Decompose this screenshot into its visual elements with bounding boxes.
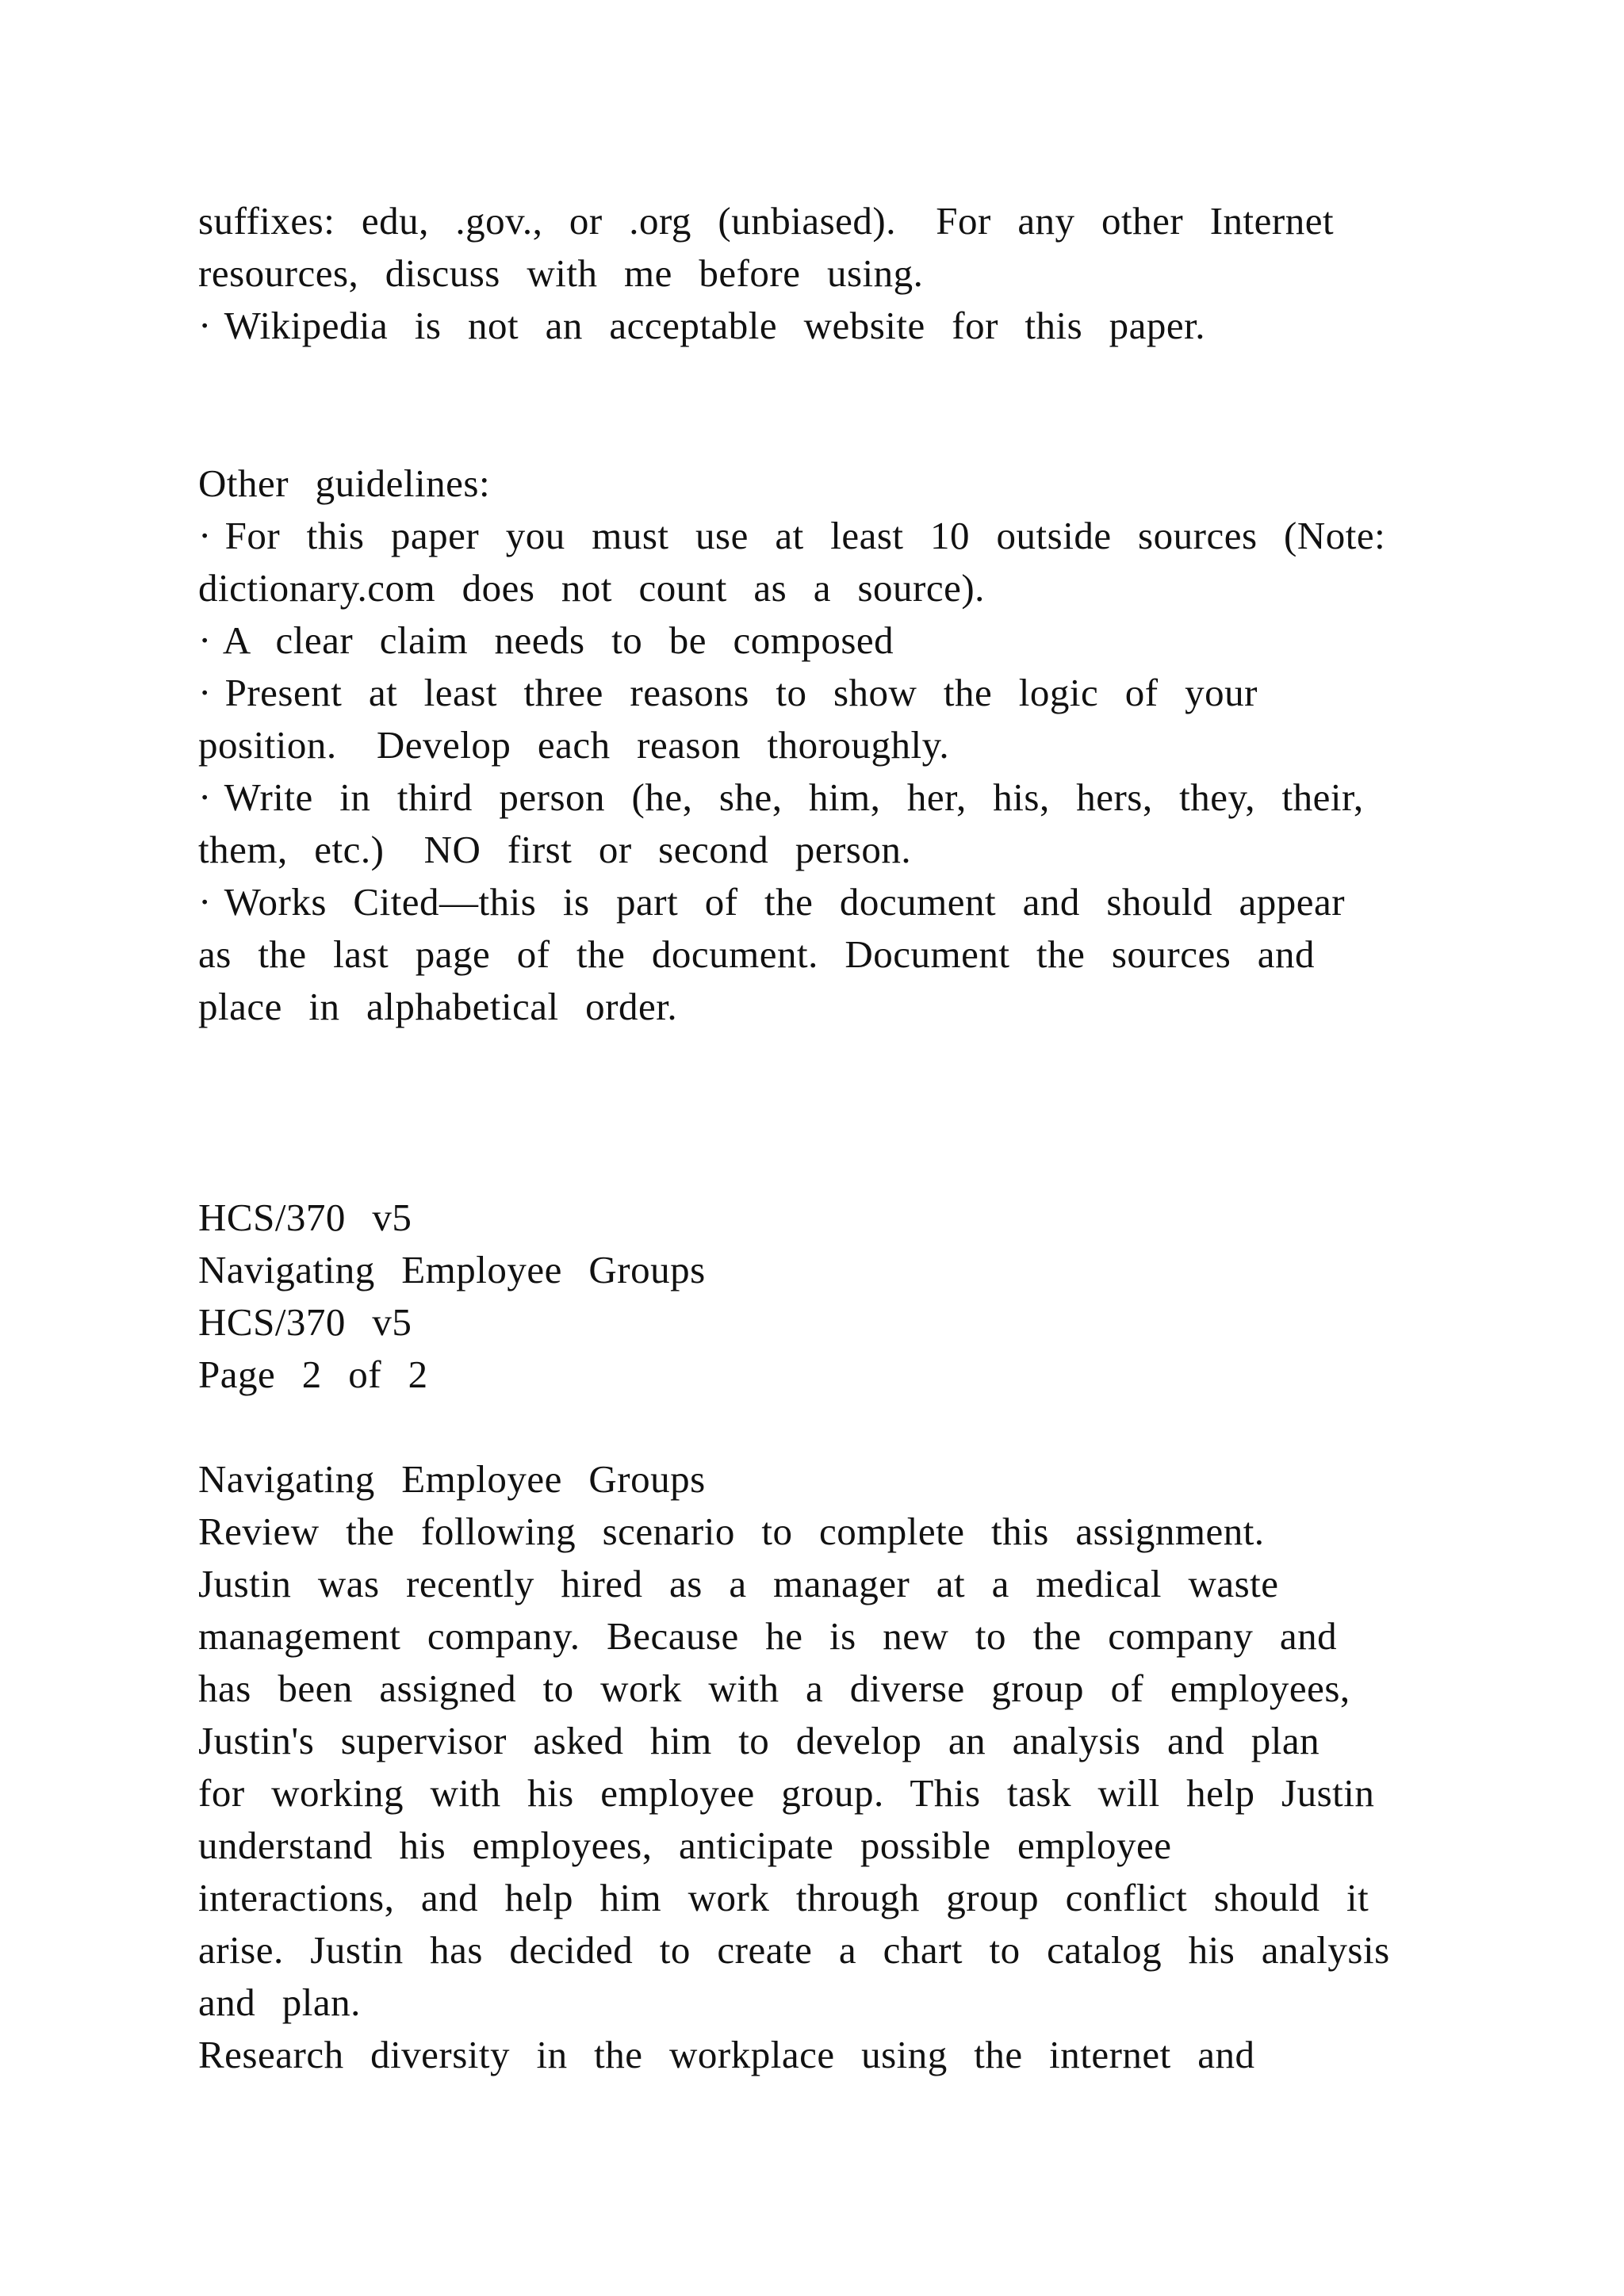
text-line: · Write in third person (he, she, him, her, his, hers, they, their,: [198, 775, 1364, 819]
text-line: suffixes: edu, .gov., or .org (unbiased). For any other Internet: [198, 199, 1335, 243]
header-title: Navigating Employee Groups: [198, 1248, 706, 1292]
text-line: dictionary.com does not count as a source).: [198, 566, 985, 610]
text-line: · Wikipedia is not an acceptable website for this paper.: [198, 304, 1206, 347]
text-line: Research diversity in the workplace using the internet and: [198, 2033, 1255, 2076]
text-line: Review the following scenario to complete this assignment.: [198, 1510, 1265, 1553]
text-line: position. Develop each reason thoroughly.: [198, 723, 950, 767]
text-line: · Present at least three reasons to show the logic of your: [198, 671, 1258, 714]
text-line: · Works Cited—this is part of the document and should appear: [198, 880, 1346, 924]
header-course-code: HCS/370 v5: [198, 1300, 412, 1344]
text-line: management company. Because he is new to the company and: [198, 1614, 1338, 1658]
text-line: Justin was recently hired as a manager at a medical waste: [198, 1562, 1279, 1605]
text-line: · A clear claim needs to be composed: [198, 618, 894, 662]
text-line: Other guidelines:: [198, 461, 491, 505]
text-line: as the last page of the document. Document the sources and: [198, 932, 1316, 976]
text-line: Justin's supervisor asked him to develop an analysis and plan: [198, 1719, 1320, 1762]
text-line: resources, discuss with me before using.: [198, 251, 924, 295]
header-course-code: HCS/370 v5: [198, 1196, 412, 1239]
text-line: understand his employees, anticipate possible employee: [198, 1823, 1172, 1867]
text-line: · For this paper you must use at least 10 outside sources (Note:: [198, 514, 1386, 557]
text-line: has been assigned to work with a diverse group of employees,: [198, 1667, 1350, 1710]
text-line: for working with his employee group. This task will help Justin: [198, 1771, 1375, 1815]
section-title: Navigating Employee Groups: [198, 1457, 706, 1501]
text-line: place in alphabetical order.: [198, 985, 678, 1028]
page-number: Page 2 of 2: [198, 1353, 428, 1396]
text-line: them, etc.) NO first or second person.: [198, 828, 912, 871]
text-line: arise. Justin has decided to create a chart to catalog his analysis: [198, 1928, 1390, 1972]
text-line: and plan.: [198, 1980, 361, 2024]
text-line: interactions, and help him work through group conflict should it: [198, 1876, 1369, 1919]
